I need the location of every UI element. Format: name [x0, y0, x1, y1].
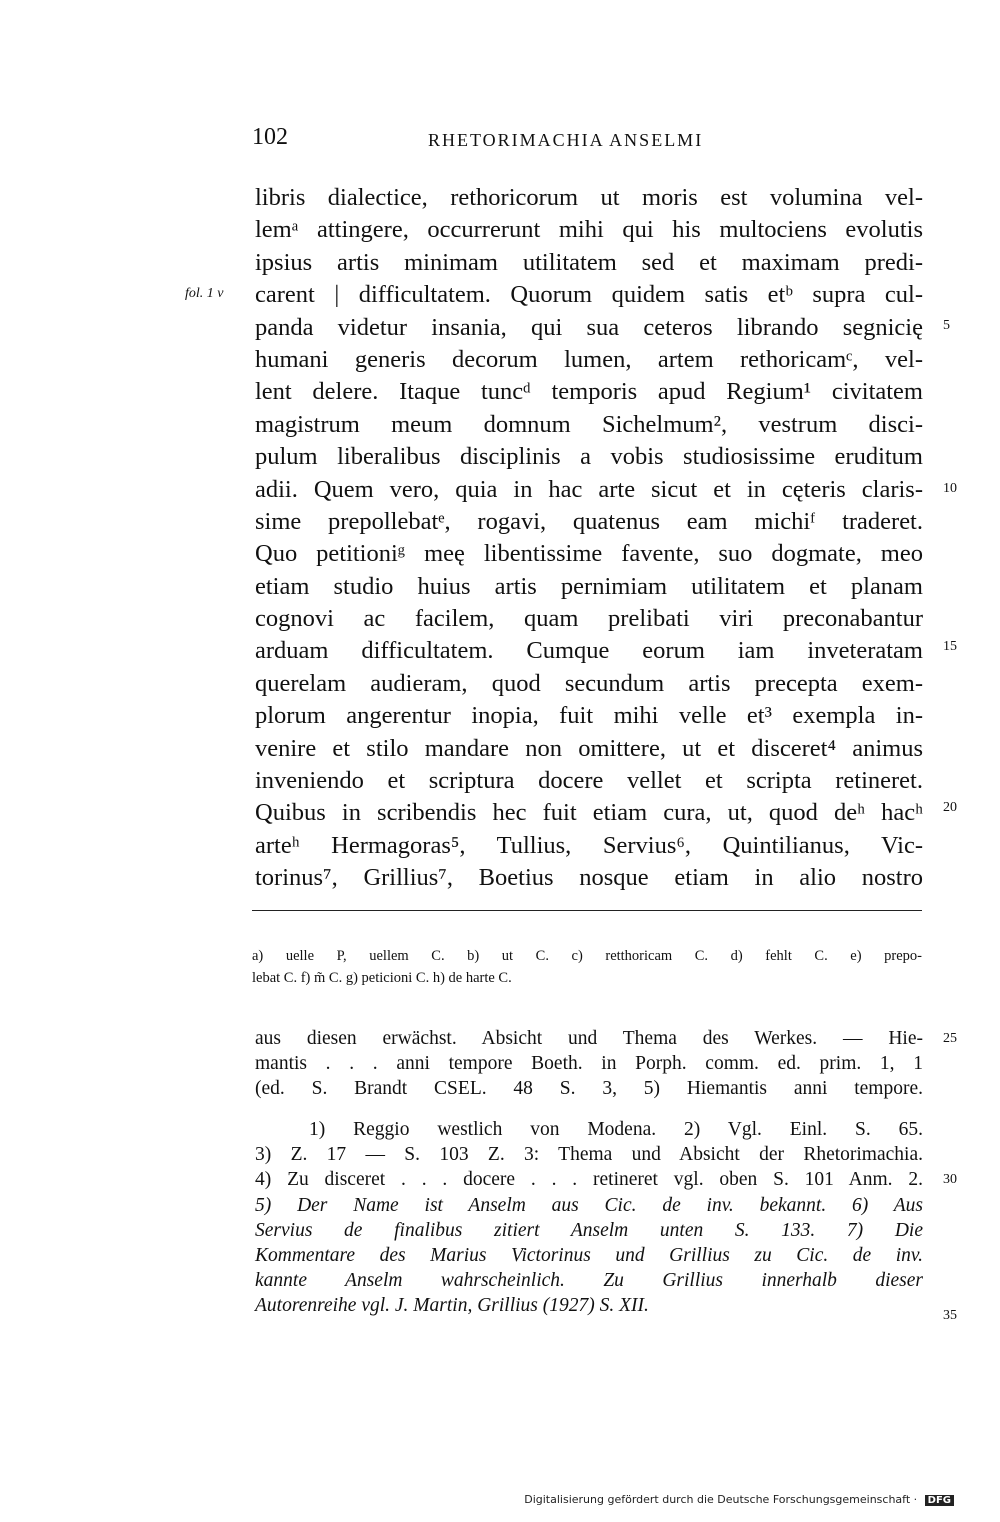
- footnote-line: Kommentare des Marius Victorinus und Grillius zu Cic. de inv.: [255, 1244, 923, 1266]
- digitization-credit: [524, 1493, 954, 1506]
- footnote-line: 5) Der Name ist Anselm aus Cic. de inv. bekannt. 6) Aus: [255, 1194, 923, 1216]
- footnote-line: Autorenreihe vgl. J. Martin, Grillius (1927) S. XII.: [255, 1295, 649, 1317]
- commentary-line-number: 35: [943, 1308, 957, 1323]
- footnote-line: 3) Z. 17 — S. 103 Z. 3: Thema und Absicht der Rhetorimachia.: [255, 1144, 923, 1166]
- text-line: magistrum meum domnum Sichelmum², vestrum disci-: [255, 410, 923, 438]
- text-line: panda videtur insania, qui sua ceteros librando segnicię: [255, 313, 923, 341]
- commentary-line: (ed. S. Brandt CSEL. 48 S. 3, 5) Hiemantis anni tempore.: [255, 1078, 923, 1100]
- commentary: [255, 1026, 923, 1102]
- footnote-line: 1) Reggio westlich von Modena. 2) Vgl. Einl. S. 65.: [309, 1119, 923, 1140]
- text-line: Quibus in scribendis hec fuit etiam cura, ut, quod deʰ hacʰ: [255, 799, 923, 827]
- text-line: libris dialectice, rethoricorum ut moris est volumina vel-: [255, 184, 923, 211]
- text-line: plorum angerentur inopia, fuit mihi velle et³ exempla in-: [255, 702, 923, 730]
- running-head: RHETORIMACHIA ANSELMI: [428, 130, 704, 150]
- footnotes: [255, 1117, 923, 1319]
- dfg-logo: DFG: [925, 1495, 954, 1506]
- critical-apparatus: [252, 945, 922, 989]
- footnote-rule: [252, 910, 922, 911]
- commentary-line-number: 25: [943, 1031, 957, 1046]
- text-line: Quo petitioniᵍ meę libentissime favente, suo dogmate, meo: [255, 540, 923, 568]
- text-line: venire et stilo mandare non omittere, ut et disceret⁴ animus: [255, 734, 923, 762]
- line-number: 15: [943, 639, 957, 654]
- text-line: arduam difficultatem. Cumque eorum iam inveteratam: [255, 637, 923, 665]
- text-line: etiam studio huius artis pernimiam utilitatem et planam: [255, 572, 923, 600]
- footnote-line: 4) Zu disceret . . . docere . . . retineret vgl. oben S. 101 Anm. 2.: [255, 1169, 923, 1191]
- apparatus-line: lebat C. f) m̃ C. g) peticioni C. h) de harte C.: [252, 970, 512, 986]
- footnote-line: Servius de finalibus zitiert Anselm unten S. 133. 7) Die: [255, 1219, 923, 1241]
- text-line: inveniendo et scriptura docere vellet et scripta retineret.: [255, 767, 923, 795]
- text-line: adii. Quem vero, quia in hac arte sicut et in cęteris claris-: [255, 475, 923, 503]
- line-number: 5: [943, 318, 950, 333]
- text-line: humani generis decorum lumen, artem rethoricamᶜ, vel-: [255, 345, 923, 373]
- text-line: torinus⁷, Grillius⁷, Boetius nosque etiam in alio nostro: [255, 864, 923, 892]
- text-line: carent | difficultatem. Quorum quidem satis etᵇ supra cul-: [255, 281, 923, 309]
- margin-folio-note: fol. 1 v: [185, 286, 224, 301]
- text-line: arteʰ Hermagoras⁵, Tullius, Servius⁶, Quintilianus, Vic-: [255, 831, 923, 859]
- commentary-line: mantis . . . anni tempore Boeth. in Porph. comm. ed. prim. 1, 1: [255, 1053, 923, 1075]
- main-text: [255, 182, 923, 895]
- commentary-line-number: 30: [943, 1172, 957, 1187]
- apparatus-line: a) uelle P, uellem C. b) ut C. c) retthoricam C. d) fehlt C. e) prepo-: [252, 948, 922, 964]
- text-line: querelam audieram, quod secundum artis precepta exem-: [255, 669, 923, 697]
- text-line: lent delere. Itaque tuncᵈ temporis apud Regium¹ civitatem: [255, 378, 923, 406]
- line-number: 10: [943, 481, 957, 496]
- credit-text: Digitalisierung gefördert durch die Deutsche Forschungsgemeinschaft ·: [524, 1493, 918, 1506]
- footnote-line: kannte Anselm wahrscheinlich. Zu Grillius innerhalb dieser: [255, 1270, 923, 1292]
- text-line: sime prepollebatᵉ, rogavi, quatenus eam michiᶠ traderet.: [255, 507, 923, 535]
- text-line: lemᵃ attingere, occurrerunt mihi qui his multociens evolutis: [255, 216, 923, 244]
- text-line: ipsius artis minimam utilitatem sed et maximam predi-: [255, 248, 923, 276]
- commentary-line: aus diesen erwächst. Absicht und Thema des Werkes. — Hie-: [255, 1028, 923, 1049]
- page-number: 102: [252, 124, 288, 150]
- text-line: cognovi ac facilem, quam prelibati viri preconabantur: [255, 605, 923, 633]
- line-number: 20: [943, 800, 957, 815]
- text-line: pulum liberalibus disciplinis a vobis studiosissime eruditum: [255, 443, 923, 471]
